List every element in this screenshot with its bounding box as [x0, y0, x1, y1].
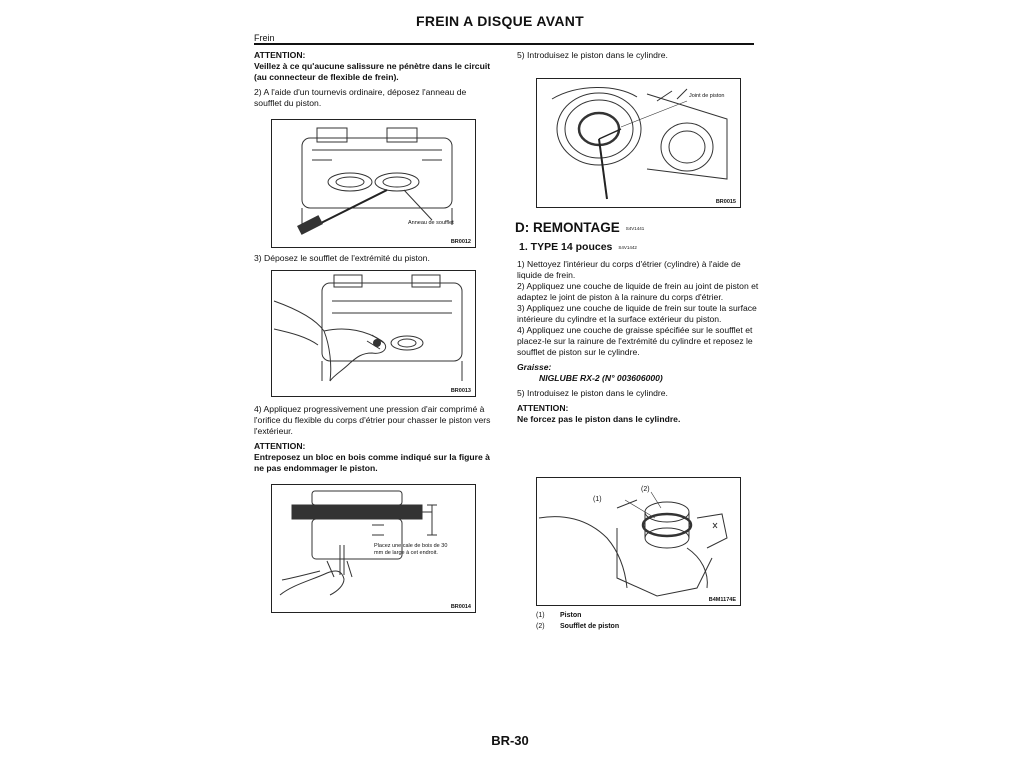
legend-number: (2) [536, 623, 545, 630]
figure-callout-label: Joint de piston [689, 93, 725, 99]
figure-code: BR0015 [715, 199, 736, 205]
step-3-text: 3) Déposez le soufflet de l'extrémité du piston. [254, 253, 430, 263]
attention-label: ATTENTION: [254, 441, 306, 451]
heading-reference: S4V1442 [618, 244, 637, 250]
section-label: Frein [254, 33, 275, 43]
attention-text: Ne forcez pas le piston dans le cylindre. [517, 414, 681, 424]
piston-boot-drawing [537, 478, 740, 605]
figure-piston-insertion [536, 477, 741, 606]
caliper-hand-drawing [272, 271, 475, 396]
heading-text: 1. TYPE 14 pouces [519, 241, 613, 253]
right-step-5-text: 5) Introduisez le piston dans le cylindre. [517, 50, 668, 60]
legend-text: Soufflet de piston [560, 623, 620, 630]
step-5-text: 5) Introduisez le piston dans le cylindre. [517, 388, 668, 398]
page-title: FREIN A DISQUE AVANT [415, 13, 585, 29]
left-lower-block [254, 404, 494, 478]
figure-code: BR0012 [450, 239, 471, 245]
grease-value: NIGLUBE RX-2 (N° 003606000) [539, 373, 663, 383]
step-2-text: 2) A l'aide d'un tournevis ordinaire, déposez l'anneau de soufflet du piston. [254, 87, 467, 108]
heading-text: D: REMONTAGE [515, 220, 620, 235]
attention-label: ATTENTION: [517, 403, 569, 413]
step-2-text: 2) Appliquez une couche de liquide de frein au joint de piston et adaptez le joint de piston à la rainure du corps d'étrier. [517, 281, 759, 302]
figure-legend [536, 610, 619, 632]
heading-reference: S4V1441 [625, 225, 645, 231]
step-4-text: 4) Appliquez une couche de graisse spécifiée sur le soufflet et placez-le sur la rainure de l'extrémité du cylindre et reposez le soufflet de piston sur le cylindre. [517, 325, 753, 357]
attention-text: Entreposez un bloc en bois comme indiqué sur la figure à ne pas endommager le piston. [254, 452, 490, 473]
page-number: BR-30 [491, 733, 529, 748]
figure-boot-ring-removal [271, 119, 476, 248]
legend-item [536, 621, 619, 632]
figure-code: B4M1174E [708, 597, 736, 603]
figure-callout-2: (2) [641, 486, 650, 493]
step-1-text: 1) Nettoyez l'intérieur du corps d'étrier (cylindre) à l'aide de liquide de frein. [517, 259, 741, 280]
section-heading-reassembly [515, 220, 644, 235]
header-rule [254, 43, 754, 45]
legend-number: (1) [536, 612, 545, 619]
figure-callout-label: Placez une cale de bois de 30 mm de large à cet endroit. [374, 543, 448, 556]
figure-callout-1: (1) [593, 496, 602, 503]
subsection-heading-type14 [519, 241, 637, 253]
step-4-text: 4) Appliquez progressivement une pression d'air comprimé à l'orifice du flexible du corps d'étrier pour chasser le piston vers l'extérieur. [254, 404, 491, 436]
figure-callout-label: Anneau de soufflet [408, 220, 454, 226]
legend-text: Piston [560, 612, 582, 619]
legend-item [536, 610, 619, 621]
figure-code: BR0013 [450, 388, 471, 394]
attention-label: ATTENTION: [254, 50, 306, 60]
step-3-text: 3) Appliquez une couche de liquide de frein sur toute la surface intérieure du cylindre et la surface extérieur du piston. [517, 303, 757, 324]
caliper-screwdriver-drawing [272, 120, 475, 247]
figure-piston-seal-removal [536, 78, 741, 208]
figure-boot-removal [271, 270, 476, 397]
left-intro-block [254, 50, 494, 113]
attention-text: Veillez à ce qu'aucune salissure ne pénètre dans le circuit (au connecteur de flexible de frein). [254, 61, 491, 82]
reassembly-steps-block [517, 259, 759, 425]
figure-code: BR0014 [450, 604, 471, 610]
grease-label: Graisse: [517, 362, 552, 372]
figure-air-pressure-piston [271, 484, 476, 613]
